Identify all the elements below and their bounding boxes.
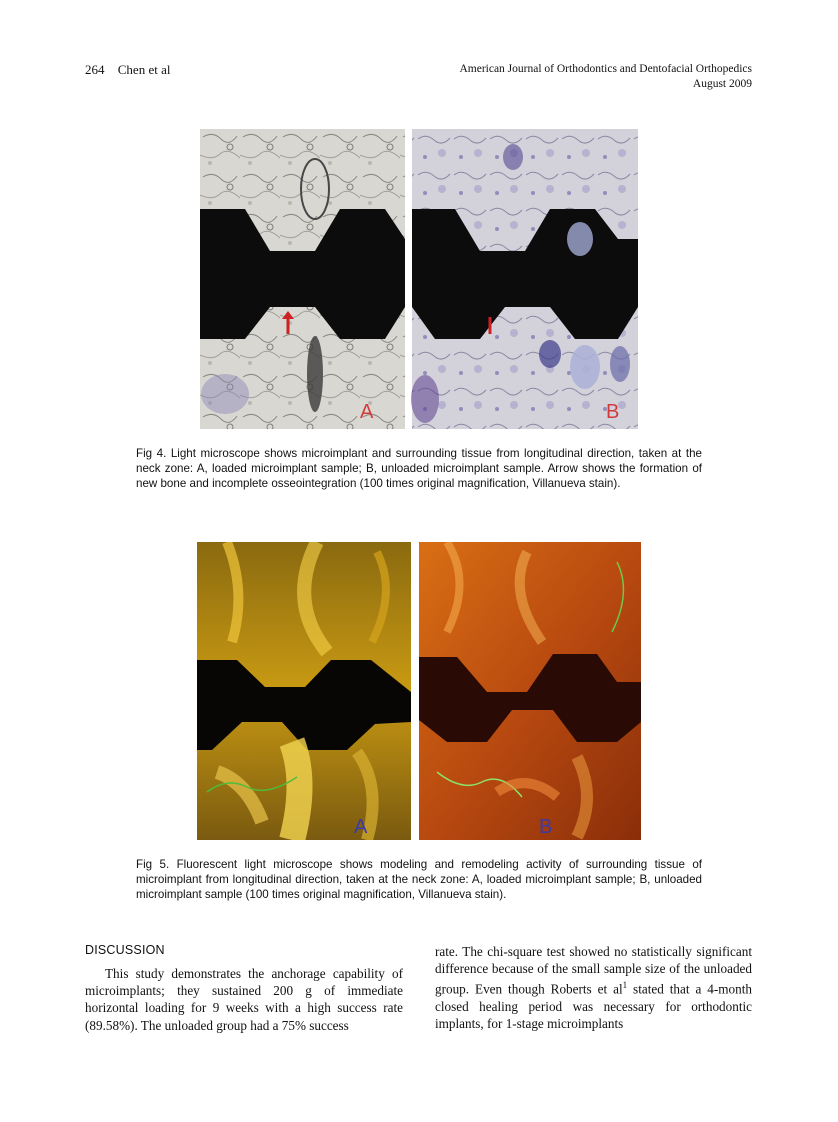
section-heading: DISCUSSION	[85, 943, 165, 957]
body-text-part-1: rate. The chi-square test showed no statistically significant difference because of the small sample size of the unloaded group. Even though Roberts et al	[435, 944, 752, 997]
body-column-left	[85, 965, 403, 1034]
figure-5-caption-text: Fig 5. Fluorescent light microscope shows modeling and remodeling activity of surrounding tissue of microimplant from longitudinal direction, taken at the neck zone: A, loaded microimplant sample; B, unloaded microimplant sample (100 times original magnification, Villanueva stain).	[136, 858, 702, 901]
body-text-part-2: stated that a 4-month closed healing period was necessary for orthodontic implants, for 1-stage microimplants	[435, 981, 752, 1032]
body-column-right	[435, 943, 752, 1032]
figure-4-panel-b-label: B	[606, 401, 620, 423]
figure-4-caption	[136, 446, 702, 491]
figure-5-image	[197, 542, 641, 840]
figure-4	[200, 129, 638, 429]
running-header-left	[85, 62, 170, 78]
running-header-right	[459, 62, 752, 92]
figure-4-panel-a-label: A	[360, 401, 374, 423]
figure-4-image	[200, 129, 638, 429]
author-name: Chen et al	[117, 62, 171, 77]
figure-5-caption	[136, 857, 702, 902]
figure-5	[197, 542, 641, 840]
citation-reference: 1	[622, 980, 628, 991]
body-paragraph: This study demonstrates the anchorage capability of microimplants; they sustained 200 g of immediate horizontal loading for 9 weeks with a high success rate (89.58%). The unloaded group had a 75% success	[85, 966, 403, 1033]
figure-5-panel-b-label: B	[539, 816, 553, 838]
figure-5-panel-a-label: A	[354, 816, 368, 838]
figure-4-caption-text: Fig 4. Light microscope shows microimplant and surrounding tissue from longitudinal direction, taken at the neck zone: A, loaded microimplant sample; B, unloaded microimplant sample. Arrow shows the formation of new bone and incomplete osseointegration (100 times original magnification, Villanueva stain).	[136, 447, 702, 490]
journal-title: American Journal of Orthodontics and Dentofacial Orthopedics	[459, 63, 752, 75]
page-number: 264	[85, 62, 105, 77]
body-paragraph-continued	[435, 943, 752, 1032]
issue-date: August 2009	[692, 78, 752, 90]
